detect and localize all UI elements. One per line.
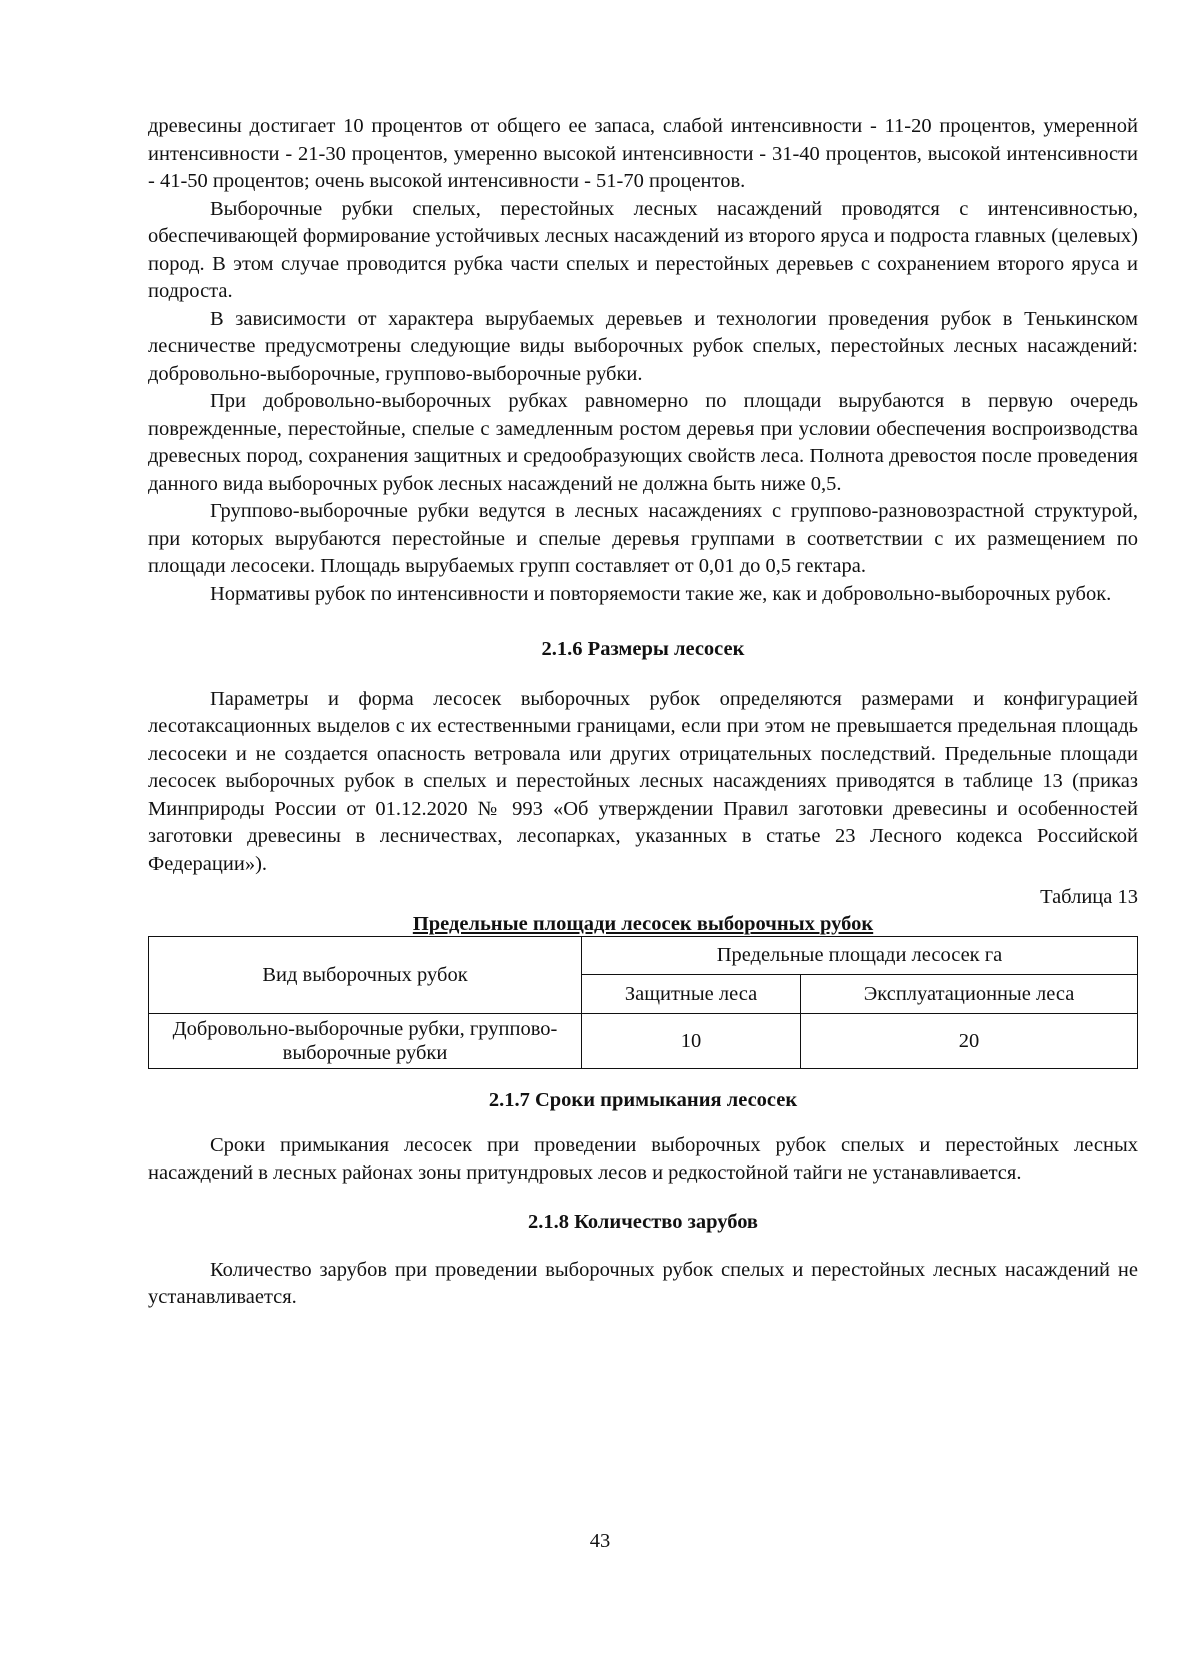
paragraph-number-of-cuts: Количество зарубов при проведении выборочных рубок спелых и перестойных лесных насаждений не устанавливается. xyxy=(148,1258,1138,1308)
paragraph-voluntary-selective: При добровольно-выборочных рубках равномерно по площади вырубаются в первую очередь поврежденные, перестойные, спелые с замедленным ростом деревья при условии обеспечения воспроизводства древесных пород, сохранения защитных и средообразующих свойств леса. Полнота древостоя после проведения данного вида выборочных рубок лесных насаждений не должна быть ниже 0,5. xyxy=(148,390,1138,495)
paragraph-adjacency-terms: Сроки примыкания лесосек при проведении выборочных рубок спелых и перестойных лесных насаждений в лесных районах зоны притундровых лесов и редкостойной тайги не устанавливается. xyxy=(148,1134,1138,1184)
paragraph-selective-cutting-intensity: Выборочные рубки спелых, перестойных лесных насаждений проводятся с интенсивностью, обеспечивающей формирование устойчивых лесных насаждений из второго яруса и подроста главных (целевых) пород. В этом случае проводится рубка части спелых и перестойных деревьев с сохранением второго яруса и подроста. xyxy=(148,197,1138,302)
table-title: Предельные площади лесосек выборочных рубок xyxy=(412,912,874,935)
table-label: Таблица 13 xyxy=(1040,886,1138,908)
paragraph-cutting-types: В зависимости от характера вырубаемых деревьев и технологии проведения рубок в Тенькинском лесничестве предусмотрены следующие виды выборочных рубок спелых, перестойных лесных насаждений: добровольно-выборочные, группово-выборочные рубки. xyxy=(148,307,1138,385)
table-cell-protective-value: 10 xyxy=(582,1013,801,1068)
table-cell-exploitation-value: 20 xyxy=(801,1013,1138,1068)
section-heading-cutting-area-sizes: 2.1.6 Размеры лесосек xyxy=(541,638,745,660)
table-cell-cutting-type: Добровольно-выборочные рубки, группово-выборочные рубки xyxy=(149,1013,582,1068)
document-page xyxy=(148,113,1138,1312)
table-header-limit-area: Предельные площади лесосек га xyxy=(582,936,1138,975)
table-header-exploitation-forests: Эксплуатационные леса xyxy=(801,975,1138,1014)
section-heading-number-of-cuts: 2.1.8 Количество зарубов xyxy=(527,1211,759,1233)
paragraph-group-selective: Группово-выборочные рубки ведутся в лесных насаждениях с группово-разновозрастной структурой, при которых вырубаются перестойные и спелые деревья группами в соответствии с их размещением по площади лесосеки. Площадь вырубаемых групп составляет от 0,01 до 0,5 гектара. xyxy=(148,500,1138,577)
section-heading-adjacency-terms: 2.1.7 Сроки примыкания лесосек xyxy=(488,1088,798,1111)
page-number: 43 xyxy=(589,1530,611,1552)
cutting-area-limits-table xyxy=(148,936,1138,1069)
paragraph-cutting-norms: Нормативы рубок по интенсивности и повторяемости такие же, как и добровольно-выборочных рубок. xyxy=(210,582,1112,605)
paragraph-intensity-continued: древесины достигает 10 процентов от общего ее запаса, слабой интенсивности - 11-20 процентов, умеренной интенсивности - 21-30 процентов, умеренно высокой интенсивности - 31-40 процентов, высокой интенсивности - 41-50 процентов; очень высокой интенсивности - 51-70 процентов. xyxy=(148,115,1138,192)
paragraph-cutting-area-parameters: Параметры и форма лесосек выборочных рубок определяются размерами и конфигурацией лесотаксационных выделов с их естественными границами, если при этом не превышается предельная площадь лесосеки и не создается опасность ветровала или других отрицательных последствий. Предельные площади лесосек выборочных рубок в спелых и перестойных лесных насаждениях приводятся в таблице 13 (приказ Минприроды России от 01.12.2020 № 993 «Об утверждении Правил заготовки древесины и особенностей заготовки древесины в лесничествах, лесопарках, указанных в статье 23 Лесного кодекса Российской Федерации»). xyxy=(148,687,1138,875)
table-header-row xyxy=(149,936,1138,975)
table-header-protective-forests: Защитные леса xyxy=(582,975,801,1014)
table-header-cutting-type: Вид выборочных рубок xyxy=(149,936,582,1013)
table-row xyxy=(149,1013,1138,1068)
